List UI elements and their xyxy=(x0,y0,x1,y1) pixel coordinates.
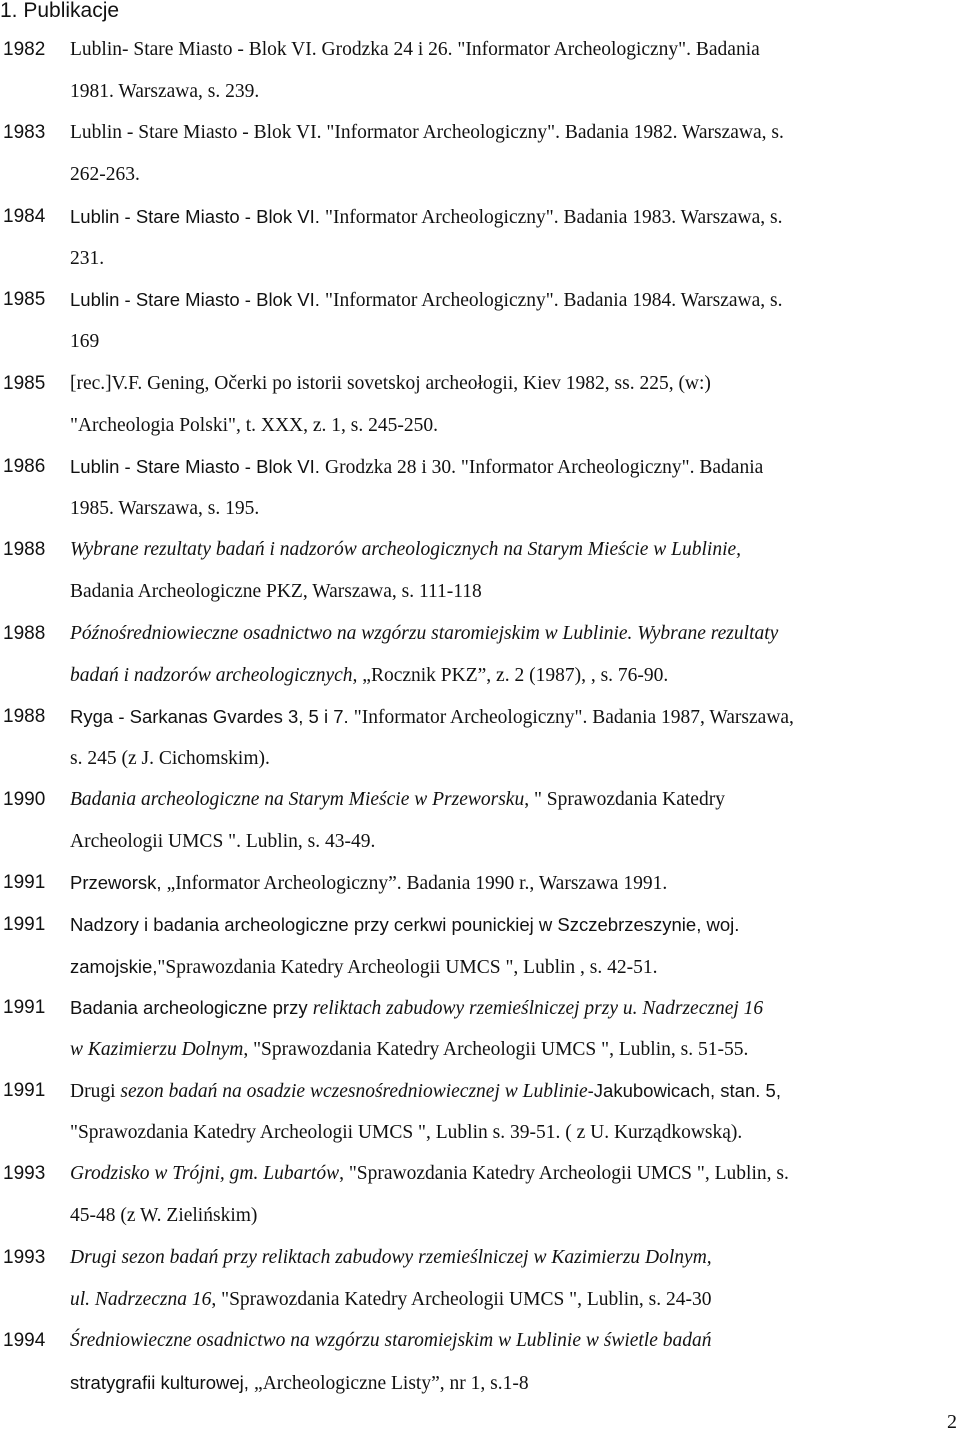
publication-line xyxy=(70,154,140,196)
citation-text: sezon badań na osadzie wczesnośredniowiecznej w ̇Lublinie xyxy=(120,1081,588,1102)
publication-year: 1991 xyxy=(3,997,46,1018)
citation-text: reliktach zabudowy rzemieślniczej przy u. Nadrzecznej 16 xyxy=(312,998,764,1019)
section-heading: 1. Publikacje xyxy=(0,0,120,22)
citation-text: Przeworsk, xyxy=(70,872,167,893)
citation-text: ul. ̇Nadrzeczna 16 xyxy=(70,1288,212,1310)
citation-text: 1981. Warszawa, s. 239. xyxy=(70,80,260,102)
citation-text: , " Sprawozdania Katedry xyxy=(524,789,725,810)
citation-text: 262-263. xyxy=(70,163,140,185)
publication-line xyxy=(70,529,741,571)
citation-text: Lublin - Stare Miasto - Blok VI. xyxy=(70,206,325,227)
publication-year: 1993 xyxy=(3,1247,46,1268)
publication-year: 1994 xyxy=(3,1330,46,1351)
publication-year: 1985 xyxy=(3,289,46,310)
citation-text: Drugi sezon badań przy reliktach zabudowy rzemieślniczej w Kazimierzu Dolnym, xyxy=(70,1247,712,1268)
citation-text: , "Sprawozdania Katedry Archeologii UMCS ", Lublin, s. 24-30 xyxy=(211,1288,712,1310)
publication-line xyxy=(70,779,725,821)
publication-line xyxy=(70,405,438,447)
publication-line xyxy=(70,696,794,739)
publication-line xyxy=(70,862,667,905)
citation-text: Badania archeologiczne przy xyxy=(70,997,313,1018)
citation-text: Grodzisko w Trójni, gm. Lubartów xyxy=(70,1163,340,1184)
citation-text: Nadzory i badania archeologiczne przy cerkwi pounickiej w Szczebrzeszynie, woj. xyxy=(70,914,740,935)
publication-line xyxy=(70,196,782,239)
citation-text: Średniowieczne osadnictwo na wzgórzu staromiejskim w Lublinie w świetle badań xyxy=(70,1330,712,1351)
citation-text: Lublin- Stare Miasto - Blok VI. Grodzka 24 i 26. "Informator Archeologiczny". Badania xyxy=(70,39,760,60)
citation-text: Ryga - Sarkanas Gvardes 3, 5 i 7. xyxy=(70,706,354,727)
citation-text: Lublin - Stare Miasto - Blok VI. xyxy=(70,289,325,310)
publication-line xyxy=(70,1362,529,1405)
citation-text: 45-48 (z W. Zielińskim) xyxy=(70,1204,258,1226)
publication-line xyxy=(70,1279,711,1321)
publication-line xyxy=(70,821,375,863)
citation-text: "Informator Archeologiczny". Badania 1984. Warszawa, s. xyxy=(325,290,783,311)
citation-text: Badania archeologiczne na Starym Mieście w Przeworsku xyxy=(70,789,525,810)
citation-text: s. 245 (z J. Cichomskim). xyxy=(70,747,270,769)
publication-line xyxy=(70,363,711,405)
citation-text: Lublin - Stare Miasto - Blok VI. xyxy=(70,456,325,477)
citation-text: [rec.]V.F. Gening, Očerki po istorii sovetskoj archeołogii, Kiev 1982, ss. 225, (w:) xyxy=(70,373,711,394)
publication-year: 1990 xyxy=(3,789,46,810)
citation-text: Drugi xyxy=(70,1081,121,1102)
publication-line xyxy=(70,1153,789,1195)
publication-line xyxy=(70,1112,742,1154)
publication-line xyxy=(70,904,739,947)
citation-text: , "Sprawozdania Katedry Archeologii UMCS ", Lublin, s. 51-55. xyxy=(243,1038,749,1060)
publication-year: 1991 xyxy=(3,872,46,893)
citation-text: Lublin - Stare Miasto - Blok VI. "Informator Archeologiczny". Badania 1982. Warszawa, s. xyxy=(70,122,784,143)
citation-text: "Sprawozdania Katedry Archeologii UMCS ", Lublin s. 39-51. ( z U. Kurządkowską). xyxy=(70,1121,743,1143)
publication-year: 1993 xyxy=(3,1163,46,1184)
citation-text: Badania Archeologiczne PKZ, Warszawa, s. 111-118 xyxy=(70,580,482,602)
publication-line xyxy=(70,279,782,322)
citation-text: Późnośredniowieczne osadnictwo na wzgórzu staromiejskim w Lublinie. Wybrane rezultaty xyxy=(70,623,779,644)
citation-text: Wybrane rezultaty badań i nadzorów archeologicznych na Starym Mieście w Lublinie, xyxy=(70,539,742,560)
citation-text: „Archeologiczne Listy”, nr 1, s.1-8 xyxy=(254,1372,529,1394)
publication-line xyxy=(70,112,784,154)
publication-line xyxy=(70,238,104,280)
publication-line xyxy=(70,1320,712,1362)
citation-text: zamojskie, xyxy=(70,955,158,977)
publication-year: 1983 xyxy=(3,122,46,143)
publication-line xyxy=(70,946,658,989)
publication-line xyxy=(70,1237,712,1279)
citation-text: -Jakubowicach, stan. 5, xyxy=(587,1080,781,1101)
citation-text: Archeologii UMCS ". Lublin, s. 43-49. xyxy=(70,830,376,852)
citation-text: "Sprawozdania Katedry Archeologii UMCS ", Lublin , s. 42-51. xyxy=(157,956,658,978)
publication-year: 1984 xyxy=(3,206,46,227)
citation-text: "Informator Archeologiczny". Badania 1987, Warszawa, xyxy=(353,707,794,728)
publication-line xyxy=(70,987,763,1030)
publication-line xyxy=(70,1029,748,1071)
publication-line xyxy=(70,321,99,363)
publication-line xyxy=(70,1070,781,1113)
citation-text: 231. xyxy=(70,247,105,269)
citation-text: Grodzka 28 i 30. "Informator Archeologiczny". Badania xyxy=(325,457,764,478)
publication-line xyxy=(70,29,760,71)
citation-text: , "Sprawozdania Katedry Archeologii UMCS ", Lublin, s. xyxy=(339,1163,789,1184)
citation-text: stratygrafii kulturowej, xyxy=(70,1371,255,1393)
publication-line xyxy=(70,571,482,613)
publication-line xyxy=(70,738,270,780)
publication-line xyxy=(70,613,778,655)
publication-line xyxy=(70,71,259,113)
publication-year: 1985 xyxy=(3,373,46,394)
citation-text: „Informator Archeologiczny”. Badania 1990 r., Warszawa 1991. xyxy=(166,873,668,894)
publication-year: 1982 xyxy=(3,39,46,60)
publication-year: 1986 xyxy=(3,456,46,477)
citation-text: "Informator Archeologiczny". Badania 1983. Warszawa, s. xyxy=(325,207,783,228)
citation-text: „Rocznik PKZ”, z. 2 (1987), , s. 76-90. xyxy=(362,664,669,686)
publication-year: 1991 xyxy=(3,1080,46,1101)
citation-text: 1985. Warszawa, s. 195. xyxy=(70,497,260,519)
publication-line xyxy=(70,1195,257,1237)
publication-year: 1988 xyxy=(3,706,46,727)
citation-text: w ̇Kazimierzu Dolnym xyxy=(70,1038,244,1060)
publication-line xyxy=(70,446,763,489)
publication-line xyxy=(70,488,259,530)
citation-text: 169 xyxy=(70,330,100,352)
publication-line xyxy=(70,655,668,697)
publication-year: 1988 xyxy=(3,539,46,560)
publication-year: 1991 xyxy=(3,914,46,935)
page-number: 2 xyxy=(947,1411,957,1433)
citation-text: badań i nadzorów archeologicznych, xyxy=(70,664,363,686)
citation-text: "Archeologia Polski", t. XXX, z. 1, s. 245-250. xyxy=(70,414,438,436)
publication-year: 1988 xyxy=(3,623,46,644)
